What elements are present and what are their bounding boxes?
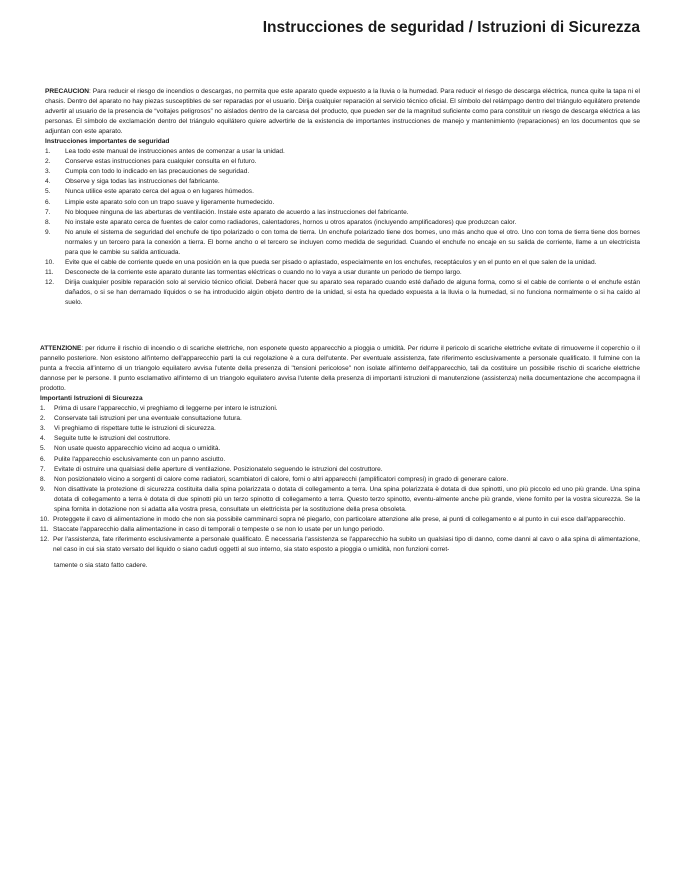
list-item <box>40 444 640 454</box>
list-item <box>45 258 640 268</box>
item-number: 10. <box>40 515 50 523</box>
list-item <box>45 208 640 218</box>
item-text: Proteggete il cavo di alimentazione in modo che non sia possibile camminarci sopra né piegarlo, con particolare attenzione alle prese, ai punti di collegamento e al punto in cui esce dall'apparecchio. <box>53 515 626 523</box>
item-number: 1. <box>45 148 51 156</box>
item-text: Conservate tali istruzioni per una eventuale consultazione futura. <box>54 415 242 423</box>
item-text: Non disattivate la protezione di sicurezza costituita dalla spina polarizzata o dotata di collegamento a terra. Una spina polarizzata è dotata di due spinotti, uno più piccolo ed uno più grande. Una spina dotata di collegamento a terra è dotata di due spinotti più un terzo spinotto di collegamento a terra. Questo terzo spinotto, eventu-almente anche più grande, viene fornito per la vostra sicurezza. Se la spina fornita in dotazione non si adatta alla vostra presa, consultate un elettricista per la sostituzione della presa obsoleta. <box>54 485 640 513</box>
list-item <box>45 278 640 308</box>
item-number: 7. <box>40 465 46 473</box>
item-number: 4. <box>45 178 51 186</box>
list-item <box>45 198 640 208</box>
item-text: Conserve estas instrucciones para cualquier consulta en el futuro. <box>65 158 257 166</box>
list-item <box>45 268 640 278</box>
item-text: Limpie este aparato solo con un trapo suave y ligeramente humedecido. <box>65 198 275 206</box>
list-item <box>45 147 640 157</box>
list-item <box>40 525 640 535</box>
item-number: 12. <box>45 278 55 286</box>
list-item <box>40 424 640 434</box>
item-text: Observe y siga todas las instrucciones del fabricante. <box>65 178 220 186</box>
item-number: 5. <box>45 188 51 196</box>
italian-warning-paragraph <box>40 344 640 394</box>
item-number: 8. <box>45 218 51 226</box>
item-text: Evite que el cable de corriente quede en una posición en la que pueda ser pisado o aplastado, especialmente en los enchufes, receptáculos y en el punto en el que salen de la unidad. <box>65 258 597 266</box>
italian-instructions-heading: Importanti Istruzioni di Sicurezza <box>40 395 143 403</box>
item-text: Pulite l'apparecchio esclusivamente con un panno asciutto. <box>54 455 226 463</box>
italian-safety-section <box>40 344 640 571</box>
italian-warning-text: : per ridurre il rischio di incendio o di scariche elettriche, non esponete questo apparecchio a pioggia o umidità. Per ridurre il pericolo di scariche elettriche evitate di rimuoverne il coperchio o il pannello posteriore. Non esistono all'interno dell'apparecchio parti la cui regolazione è a cura dell'utente. Per eventuale assistenza, fate riferimento esclusivamente a personale qualificato. Il fulmine con la punta a freccia all'interno di un triangolo equilatero avvisa l'utente della presenza di "tensioni pericolose" non isolate all'interno dell'apparecchio, tali da costituire un possibile rischio di scariche elettriche dannose per le persone. Il punto esclamativo all'interno di un triangolo equilatero avvisa l'utente della presenza di importanti istruzioni di manutenzione (assistenza) nella documentazione che accompagna il prodotto. <box>40 345 640 393</box>
item-number: 3. <box>45 168 51 176</box>
item-text: Prima di usare l'apparecchio, vi preghiamo di leggerne per intero le istruzioni. <box>54 405 278 413</box>
italian-item-12-continuation: tamente o sia stato fatto cadere. <box>54 561 148 569</box>
list-item <box>45 218 640 228</box>
item-text: Vi preghiamo di rispettare tutte le istruzioni di sicurezza. <box>54 425 216 433</box>
item-number: 11. <box>40 525 49 533</box>
spanish-instructions-heading: Instrucciones importantes de seguridad <box>45 138 170 146</box>
item-number: 11. <box>45 268 54 276</box>
list-item <box>45 187 640 197</box>
list-item <box>40 465 640 475</box>
item-text: Lea todo este manual de instrucciones antes de comenzar a usar la unidad. <box>65 148 285 156</box>
item-number: 2. <box>45 158 51 166</box>
spanish-warning-label: PRECAUCION <box>45 88 90 95</box>
list-item <box>40 455 640 465</box>
list-item <box>45 157 640 167</box>
item-text: Non usate questo apparecchio vicino ad acqua o umidità. <box>54 445 221 453</box>
spanish-warning-text: : Para reducir el riesgo de incendios o descargas, no permita que este aparato quede expuesto a la lluvia o la humedad. Para reducir el riesgo de descarga eléctrica, nunca quite la tapa ni el chasis. Dentro del aparato no hay piezas susceptibles de ser reparadas por el usuario. Dirija cualquier reparación al servicio técnico oficial. El símbolo del relámpago dentro del triángulo equilátero pretende advertir al usuario de la presencia de “voltajes peligrosos” no aislados dentro de la carcasa del producto, que pueden ser de la magnitud suficiente como para constituir un riesgo de descarga eléctrica a las personas. El símbolo de exclamación dentro del triángulo equilátero quiere advertirle de la existencia de importantes instrucciones de manejo y mantenimiento (reparaciones) en los documentos que se adjuntan con este aparato. <box>45 88 640 136</box>
item-number: 8. <box>40 475 46 483</box>
item-number: 5. <box>40 445 46 453</box>
item-text: Desconecte de la corriente este aparato durante las tormentas eléctricas o cuando no lo vaya a usar durante un periodo de tiempo largo. <box>65 268 462 276</box>
list-item <box>45 177 640 187</box>
list-item <box>45 167 640 177</box>
item-number: 6. <box>45 198 51 206</box>
item-number: 2. <box>40 415 46 423</box>
spanish-instructions-list <box>45 147 640 308</box>
item-number: 4. <box>40 435 46 443</box>
spanish-warning-paragraph <box>45 87 640 137</box>
italian-instructions-list <box>40 404 640 555</box>
list-item <box>40 404 640 414</box>
item-text: Nunca utilice este aparato cerca del agua o en lugares húmedos. <box>65 188 254 196</box>
item-number: 1. <box>40 405 46 413</box>
item-number: 9. <box>40 485 46 493</box>
item-text: Seguite tutte le istruzioni del costruttore. <box>54 435 171 443</box>
list-item <box>45 228 640 258</box>
item-text: Dirija cualquier posible reparación solo al servicio técnico oficial. Deberá hacer que su aparato sea reparado cuando esté dañado de alguna forma, como si el cable de corriente o el enchufe están dañados, o si se han derramado líquidos o se ha introducido algún objeto dentro de la unidad, si esta ha quedado expuesta a la lluvia o la humedad, si no funciona normalmente o si ha caído al suelo. <box>65 278 640 306</box>
item-text: Non posizionatelo vicino a sorgenti di calore come radiatori, scambiatori di calore, forni o altri apparecchi (amplificatori compresi) in grado di generare calore. <box>54 475 509 483</box>
italian-warning-label: ATTENZIONE <box>40 345 82 352</box>
item-number: 9. <box>45 228 51 236</box>
item-text: Evitate di ostruire una qualsiasi delle aperture di ventilazione. Posizionatelo seguendo le istruzioni del costruttore. <box>54 465 383 473</box>
item-number: 12. <box>40 535 50 543</box>
list-item <box>40 485 640 515</box>
list-item <box>40 535 640 555</box>
item-number: 6. <box>40 455 46 463</box>
item-number: 3. <box>40 425 46 433</box>
list-item <box>40 414 640 424</box>
item-text: No bloquee ninguna de las aberturas de ventilación. Instale este aparato de acuerdo a las instrucciones del fabricante. <box>65 208 409 216</box>
list-item <box>40 434 640 444</box>
page-title: Instrucciones de seguridad / Istruzioni di Sicurezza <box>262 19 640 36</box>
item-text: No instale este aparato cerca de fuentes de calor como radiadores, calentadores, hornos u otros aparatos (incluyendo amplificadores) que produzcan calor. <box>65 218 517 226</box>
item-text: Staccate l'apparecchio dalla alimentazione in caso di temporali o tempeste o se non lo usate per un lungo periodo. <box>53 525 385 533</box>
item-text: Cumpla con todo lo indicado en las precauciones de seguridad. <box>65 168 250 176</box>
list-item <box>40 515 640 525</box>
item-number: 7. <box>45 208 51 216</box>
item-text: Per l'assistenza, fate riferimento esclusivamente a personale qualificato. È necessaria l'assistenza se l'apparecchio ha subito un qualsiasi tipo di danno, come danni al cavo o alla spina di alimentazione, nel caso in cui sia stato versato del liquido o siano caduti oggetti al suo interno, sia stato esposto a pioggia o umidità, non funzioni corret- <box>53 535 640 553</box>
item-number: 10. <box>45 258 55 266</box>
item-text: No anule el sistema de seguridad del enchufe de tipo polarizado o con toma de tierra. Un enchufe polarizado tiene dos bornes, uno más ancho que el otro. Uno con toma de tierra tiene dos bornes normales y un tercero para la conexión a tierra. El borne ancho o el tercero se incluyen como medida de seguridad. Cuando el enchufe no encaje en su salida de corriente, llame a un electricista para que le cambie su salida anticuada. <box>65 228 640 256</box>
list-item <box>40 475 640 485</box>
spanish-safety-section <box>40 87 640 308</box>
